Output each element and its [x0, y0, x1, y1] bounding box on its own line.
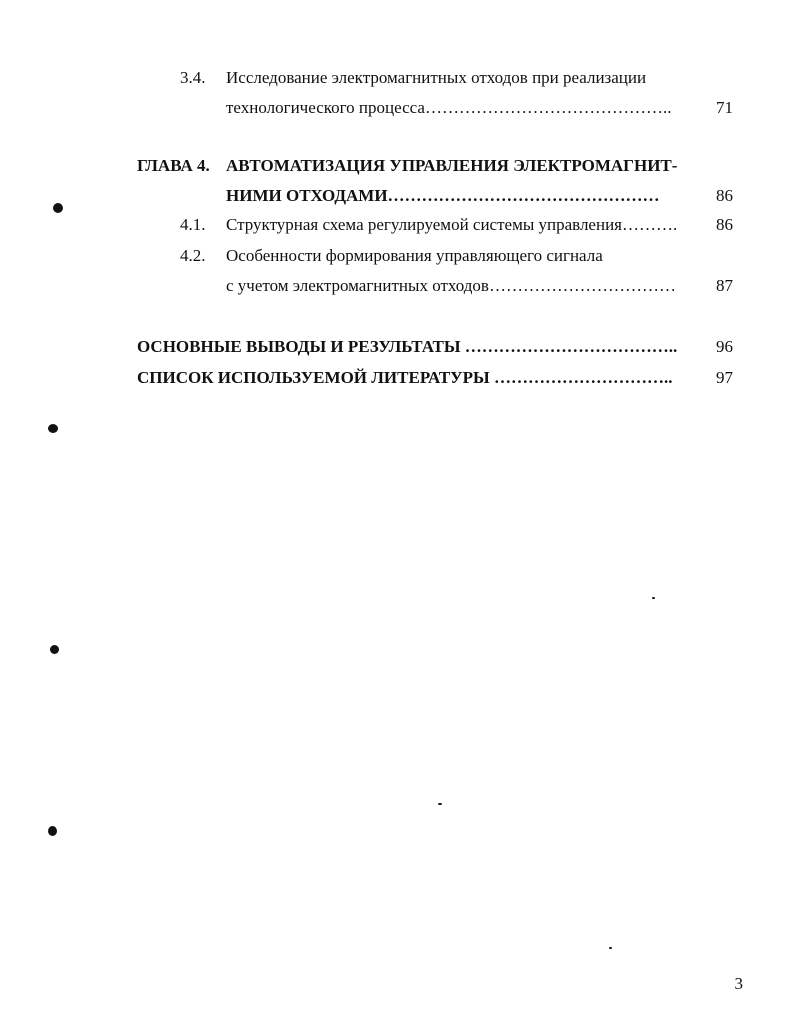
toc-entry-4-2-page: 87	[716, 276, 733, 295]
scan-speck	[438, 803, 442, 805]
toc-references-page: 97	[716, 368, 733, 387]
toc-entry-3-4-number: 3.4.	[180, 68, 206, 87]
toc-entry-4-2-number: 4.2.	[180, 246, 206, 265]
toc-entry-3-4-title-line1: Исследование электромагнитных отходов при реализации	[226, 68, 647, 87]
scan-speck	[48, 826, 57, 836]
scan-speck	[609, 947, 612, 949]
toc-chapter-4-page: 86	[716, 186, 733, 205]
toc-entry-4-2-title-line1: Особенности формирования управляющего сигнала	[226, 246, 603, 265]
toc-conclusions-title: ОСНОВНЫЕ ВЫВОДЫ И РЕЗУЛЬТАТЫ ………………………………..	[137, 337, 678, 356]
toc-references-title: СПИСОК ИСПОЛЬЗУЕМОЙ ЛИТЕРАТУРЫ …………………………..	[137, 368, 673, 387]
toc-chapter-4-title-line2: НИМИ ОТХОДАМИ…………………………………………	[226, 186, 660, 205]
scan-speck	[53, 203, 63, 213]
scan-speck	[652, 597, 655, 599]
toc-entry-4-1-title: Структурная схема регулируемой системы управления……….	[226, 215, 678, 234]
toc-entry-4-1-page: 86	[716, 215, 733, 234]
scan-speck	[50, 645, 59, 654]
toc-entry-4-2-title-line2: с учетом электромагнитных отходов……………………………	[226, 276, 676, 295]
toc-chapter-4-title-line1: АВТОМАТИЗАЦИЯ УПРАВЛЕНИЯ ЭЛЕКТРОМАГНИТ-	[226, 156, 678, 175]
toc-chapter-4-prefix: ГЛАВА 4.	[137, 156, 210, 175]
toc-entry-3-4-title-line2: технологического процесса……………………………………..	[226, 98, 672, 117]
page-number: 3	[734, 974, 743, 993]
toc-conclusions-page: 96	[716, 337, 733, 356]
toc-entry-4-1-number: 4.1.	[180, 215, 206, 234]
toc-entry-3-4-page: 71	[716, 98, 733, 117]
scan-speck	[48, 424, 58, 433]
